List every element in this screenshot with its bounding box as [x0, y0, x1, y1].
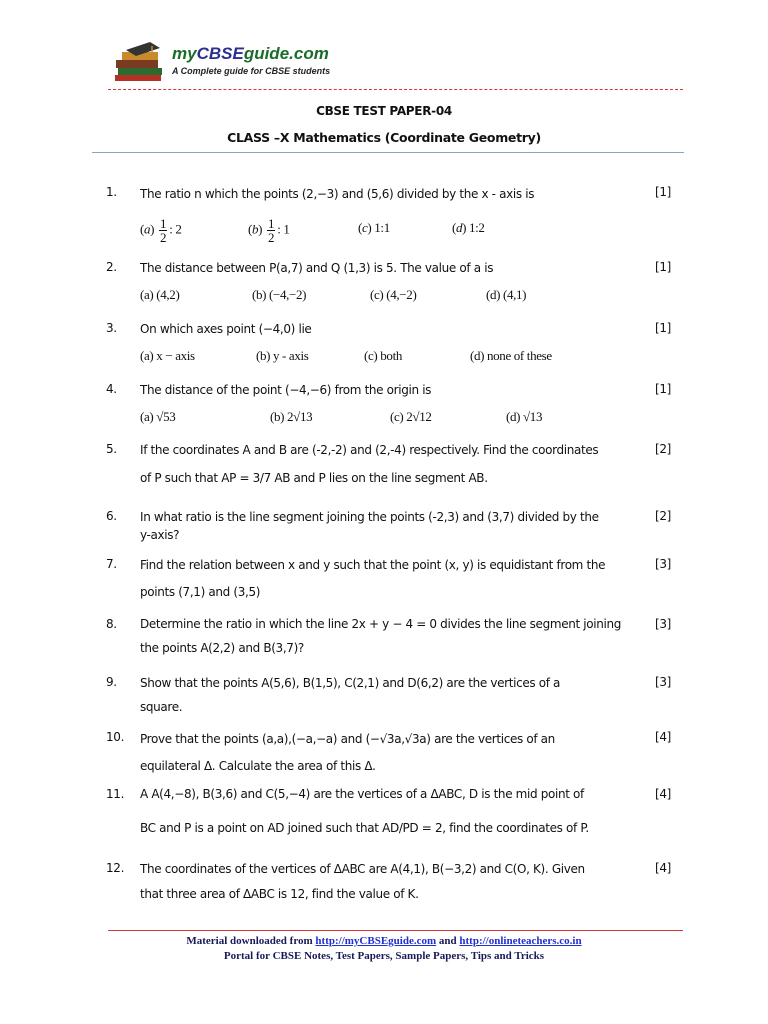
question-text-line1: A A(4,−8), B(3,6) and C(5,−4) are the vertices of a ΔABC, D is the mid point of: [140, 787, 584, 801]
option-b: (b) $\frac{1}{2}$ : 1: [248, 216, 290, 245]
question-text-line2: BC and P is a point on AD joined such that AD/PD = 2, find the coordinates of P.: [140, 821, 589, 835]
footer-divider: [108, 930, 683, 931]
question-number: 12.: [106, 861, 125, 875]
question-text-line1: Show that the points A(5,6), B(1,5), C(2,1) and D(6,2) are the vertices of a: [140, 676, 561, 690]
question-number: 5.: [106, 442, 117, 456]
option-a: (a) x − axis: [140, 348, 195, 363]
brand-logo: [112, 38, 331, 83]
question-text-line2: square.: [140, 700, 183, 714]
question-text-line1: The coordinates of the vertices of ΔABC are A(4,1), B(−3,2) and C(O, K). Given: [140, 862, 585, 876]
question-text-line2: points (7,1) and (3,5): [140, 585, 261, 599]
question-marks: [2]: [655, 442, 671, 456]
books-logo-icon: [112, 38, 167, 83]
question-marks: [3]: [655, 617, 671, 631]
question-text-line1: Determine the ratio in which the line 2x + y − 4 = 0 divides the line segment joining: [140, 617, 622, 631]
option-b: (b) y - axis: [256, 348, 309, 363]
question-text-line2: that three area of ΔABC is 12, find the value of K.: [140, 887, 419, 901]
question-marks: [3]: [655, 557, 671, 571]
question-number: 4.: [106, 382, 117, 396]
question-marks: [3]: [655, 675, 671, 689]
option-d: (d) (4,1): [486, 287, 527, 302]
question-text: The ratio n which the points (2,−3) and (5,6) divided by the x - axis is: [140, 187, 535, 201]
question-marks: [1]: [655, 382, 671, 396]
option-a: (a) √53: [140, 409, 176, 424]
question-text-line2: of P such that AP = 3/7 AB and P lies on the line segment AB.: [140, 471, 488, 485]
question-text-line2: equilateral Δ. Calculate the area of this Δ.: [140, 759, 376, 773]
question-text-line2: the points A(2,2) and B(3,7)?: [140, 641, 304, 655]
option-d: (d) √13: [506, 409, 543, 424]
brand-tagline: A Complete guide for CBSE students: [172, 66, 331, 76]
option-c: (c) (4,−2): [370, 287, 417, 302]
question-marks: [1]: [655, 260, 671, 274]
footer-source: Material downloaded from http://myCBSEguide.com and http://onlineteachers.co.in: [186, 935, 582, 947]
header-divider: [108, 89, 683, 90]
question-text-line2: y-axis?: [140, 528, 180, 542]
question-marks: [4]: [655, 787, 671, 801]
question-number: 2.: [106, 260, 117, 274]
option-c: (c) 1:1: [358, 220, 390, 235]
question-number: 6.: [106, 509, 117, 523]
option-b: (b) 2√13: [270, 409, 313, 424]
question-text-line1: In what ratio is the line segment joining the points (-2,3) and (3,7) divided by the: [140, 510, 599, 524]
question-marks: [1]: [655, 185, 671, 199]
question-number: 11.: [106, 787, 125, 801]
option-c: (c) both: [364, 348, 402, 363]
question-text: The distance between P(a,7) and Q (1,3) is 5. The value of a is: [140, 261, 494, 275]
mycbseguide-link[interactable]: http://myCBSEguide.com: [315, 935, 437, 947]
brand-name: myCBSEguide.com: [172, 44, 329, 63]
question-marks: [1]: [655, 321, 671, 335]
question-number: 7.: [106, 557, 117, 571]
option-b: (b) (−4,−2): [252, 287, 307, 302]
question-marks: [2]: [655, 509, 671, 523]
question-number: 8.: [106, 617, 117, 631]
option-c: (c) 2√12: [390, 409, 432, 424]
question-marks: [4]: [655, 730, 671, 744]
question-text: On which axes point (−4,0) lie: [140, 322, 312, 336]
title-divider: [92, 152, 684, 153]
question-number: 9.: [106, 675, 117, 689]
question-number: 1.: [106, 185, 117, 199]
option-a: (a) $\frac{1}{2}$ : 2: [140, 216, 182, 245]
option-d: (d) 1:2: [452, 220, 485, 235]
question-number: 10.: [106, 730, 125, 744]
paper-subtitle: CLASS –X Mathematics (Coordinate Geometry): [227, 130, 541, 145]
question-text: The distance of the point (−4,−6) from the origin is: [140, 383, 432, 397]
question-marks: [4]: [655, 861, 671, 875]
option-a: (a) (4,2): [140, 287, 180, 302]
paper-title: CBSE TEST PAPER-04: [316, 104, 452, 118]
question-text-line1: Prove that the points (a,a),(−a,−a) and (−√3a,√3a) are the vertices of an: [140, 732, 555, 746]
option-d: (d) none of these: [470, 348, 552, 363]
footer-tagline: Portal for CBSE Notes, Test Papers, Sample Papers, Tips and Tricks: [223, 950, 545, 962]
question-number: 3.: [106, 321, 117, 335]
question-text-line1: Find the relation between x and y such that the point (x, y) is equidistant from the: [140, 558, 606, 572]
question-text-line1: If the coordinates A and B are (-2,-2) and (2,-4) respectively. Find the coordinates: [140, 443, 599, 457]
onlineteachers-link[interactable]: http://onlineteachers.co.in: [459, 935, 582, 947]
